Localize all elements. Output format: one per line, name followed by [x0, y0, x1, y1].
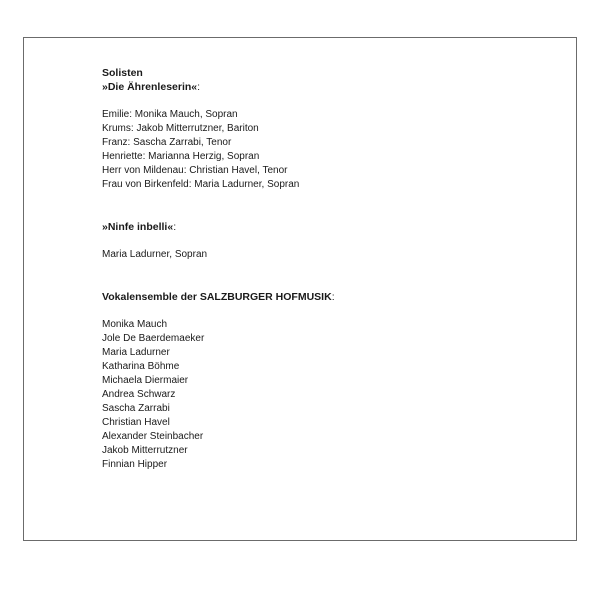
- ninfe-title: [102, 220, 542, 234]
- member-line: Andrea Schwarz: [102, 389, 176, 400]
- member-line: Christian Havel: [102, 417, 170, 428]
- credits-content: [102, 66, 542, 472]
- cast-line: Herr von Mildenau: Christian Havel, Tenor: [102, 165, 288, 176]
- ensemble-title: [102, 290, 542, 304]
- member-line: Maria Ladurner: [102, 347, 170, 358]
- member-line: Katharina Böhme: [102, 361, 180, 372]
- ensemble-colon: :: [331, 291, 335, 303]
- member-line: Jole De Baerdemaeker: [102, 333, 205, 344]
- cast-line: Krums: Jakob Mitterrutzner, Bariton: [102, 123, 259, 134]
- member-line: Finnian Hipper: [102, 459, 168, 470]
- ahrenleserin-colon: :: [197, 81, 201, 93]
- member-line: Jakob Mitterrutzner: [102, 445, 188, 456]
- cast-line: Franz: Sascha Zarrabi, Tenor: [102, 137, 232, 148]
- cast-line: Emilie: Monika Mauch, Sopran: [102, 109, 238, 120]
- cast-line: Henriette: Marianna Herzig, Sopran: [102, 151, 260, 162]
- member-line: Michaela Diermaier: [102, 375, 189, 386]
- ninfe-section: [102, 220, 542, 262]
- member-line: Monika Mauch: [102, 319, 168, 330]
- solisten-title: Solisten: [102, 67, 143, 79]
- ninfe-title-text: »Ninfe inbelli«: [102, 221, 174, 233]
- solisten-section: [102, 66, 542, 192]
- cast-line: Frau von Birkenfeld: Maria Ladurner, Sopran: [102, 179, 300, 190]
- ahrenleserin-title-text: »Die Ährenleserin«: [102, 81, 198, 93]
- ninfe-colon: :: [173, 221, 177, 233]
- member-line: Sascha Zarrabi: [102, 403, 170, 414]
- ensemble-title-text: Vokalensemble der SALZBURGER HOFMUSIK: [102, 291, 332, 303]
- cast-line: Maria Ladurner, Sopran: [102, 249, 208, 260]
- ahrenleserin-title: [102, 80, 542, 94]
- ensemble-section: [102, 290, 542, 472]
- member-line: Alexander Steinbacher: [102, 431, 204, 442]
